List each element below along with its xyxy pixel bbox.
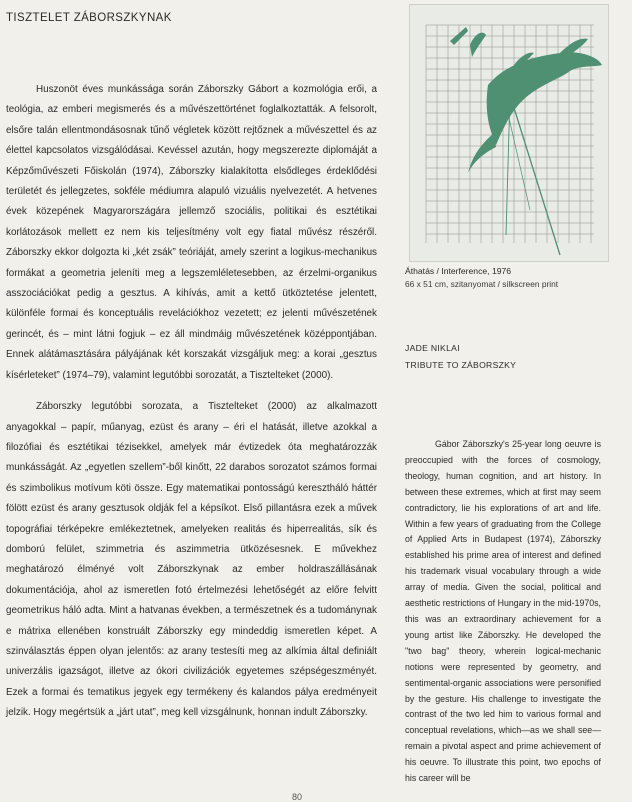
artwork-gesture: [450, 27, 602, 255]
hungarian-paragraph-2: Záborszky legutóbbi sorozata, a Tisztelteket (2000) az alkalmazott anyagokkal – papír, műanyag, ezüst és arany – éri el hatását, illetve azokkal a filozófiai és esztétikai tézisekkel, amelyek már évtizedek óta meghatározzák munkásságát. Az „egyetlen szellem”-ből kinőtt, 22 darabos sorozatot számos formai és szimbolikus motívum köti össze. Egy matematikai pontosságú keresztháló háttér fölött ezüst és arany gesztusok oldják fel a képsíkot. Első pillantásra ezek a művek topográfiai térképekre emlékeztetnek, amelyeken realitás és hiperrealitás, sík és domború felület, szimmetria és aszimmetria ütközésesnek. E művekhez meghatározó élményé volt Záborszkynak az ember holdraszállásának dokumentációja, ahol az ismeretlen fotó értelmezési lehetőségét az előre felvitt geometrikus háló adta. Mint a hatvanas években, a természetnek és a tudománynak e mátrixa ellenében konstruált Záborszky egy mindeddig ismeretlen képet. A szinválasztás éppen olyan jelentős: az arany testesíti meg az alkímia által definiált univerzális igazságot, illetve az ókori civilizációk egyetemes szépségeszményét. Ezek a formai és tematikus jegyek egy termékeny és kalandos pálya eredményeit jelzik. Hogy megértsük a „járt utat”, meg kell vizsgálnunk, honnan indult Záborszky.: [6, 401, 377, 719]
english-title: TRIBUTE TO ZÁBORSZKY: [405, 360, 517, 370]
english-text-column: [405, 437, 601, 787]
hungarian-paragraph-1: Huszonöt éves munkássága során Záborszky Gábort a kozmológia erői, a teológia, az emberi megismerés és a művészettörténet foglalkoztatták. A felsorolt, elsőre talán ellentmondásosnak tűnő végletek között rejtőznek a művészettel és az élettel kapcsolatos vizsgálódásai. Kevéssel azután, hogy megszerezte diplomáját a Képzőművészeti Főiskolán (1974), Záborszky kialakította elsődleges érdeklődési területét és jellegzetes, sokféle médiumra alapuló vizuális nyelvezetét. A hetvenes évek közepének Magyarországára jellemző szociális, politikai és esztétikai korlátozások mellett ez nem kis teljesítmény volt egy fiatal művész részéről. Záborszky ekkor dolgozta ki „két zsák” teóriáját, amely szerint a logikus-mechanikus formákat a geometria jeleníti meg a legszemléletesebben, az érzelmi-organikus asszociációkat pedig a gesztus. A kihívás, amit a kettő ütköztetése jelentett, különféle formai és konceptuális revelációkhoz vezetett; ez jelenti művészetének gerincét, és – mint látni fogjuk – ez áll mindmáig művészetének középpontjában. Ennek alátámasztására pályájának két korszakát vizsgáljuk meg: a korai „gesztus kísérleteket” (1974–79), valamint legutóbbi sorozatát, a Tisztelteket (2000).: [6, 84, 377, 381]
page-number: 80: [292, 792, 303, 802]
hungarian-text-column: [6, 80, 377, 724]
page-heading: TISZTELET ZÁBORSZKYNAK: [6, 12, 172, 24]
artwork-image: [409, 4, 609, 262]
author-name: JADE NIKLAI: [405, 343, 460, 353]
english-paragraph: Gábor Záborszky's 25-year long oeuvre is preoccupied with the forces of cosmology, theology, human cognition, and art history. In between these extremes, which at first may seem contradictory, lie his explorations of art and life. Within a few years of graduating from the College of Applied Arts in Budapest (1974), Záborszky established his prime area of interest and defined his trademark visual vocabulary through a wide array of media. Given the social, political and aesthetic restrictions of Hungary in the mid-1970s, this was an extraordinary achievement for a young artist like Záborszky. He developed the "two bag" theory, wherein logical-mechanic notions were represented by geometry, and sentimental-organic associations were personified by the gesture. His challenge to investigate the contrast of the two led him to various formal and conceptual revelations, which—as we shall see—remain a pivotal aspect and prime achievement of his oeuvre. To illustrate this point, two epochs of his career will be: [405, 439, 601, 784]
artwork-interference-print: [410, 5, 608, 261]
figure-caption-details: 66 x 51 cm, szitanyomat / silkscreen print: [405, 279, 559, 289]
figure-caption-title: Áthatás / Interference, 1976: [405, 266, 512, 276]
